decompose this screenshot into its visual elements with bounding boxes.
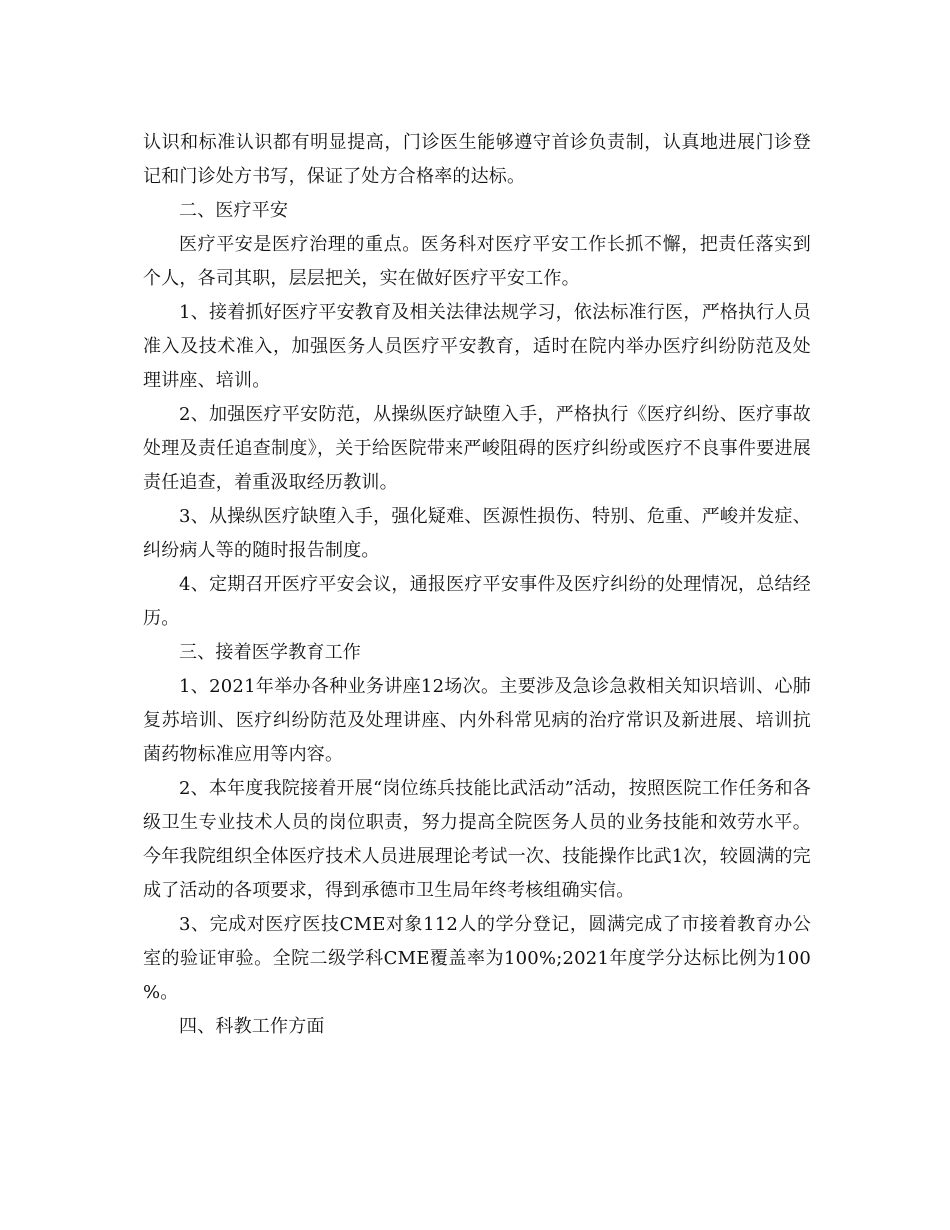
paragraph-safety-item-4: 4、定期召开医疗平安会议，通报医疗平安事件及医疗纠纷的处理情况，总结经历。 <box>143 574 811 629</box>
section-heading-medical-education: 三、接着医学教育工作 <box>179 642 361 663</box>
paragraph-medical-safety-intro: 医疗平安是医疗治理的重点。医务科对医疗平安工作长抓不懈，把责任落实到个人，各司其职，层层把关，实在做好医疗平安工作。 <box>143 234 811 289</box>
paragraph-education-item-1: 1、2021年举办各种业务讲座12场次。主要涉及急诊急救相关知识培训、心肺复苏培训、医疗纠纷防范及处理讲座、内外科常见病的治疗常识及新进展、培训抗菌药物标准应用等内容。 <box>143 676 811 765</box>
document-body <box>143 126 811 1044</box>
section-heading-research-teaching: 四、科教工作方面 <box>179 1016 325 1037</box>
paragraph-safety-item-2: 2、加强医疗平安防范，从操纵医疗缺堕入手，严格执行《医疗纠纷、医疗事故处理及责任追查制度》，关于给医院带来严峻阻碍的医疗纠纷或医疗不良事件要进展责任追查，着重汲取经历教训。 <box>143 404 811 493</box>
paragraph-safety-item-3: 3、从操纵医疗缺堕入手，强化疑难、医源性损伤、特别、危重、严峻并发症、纠纷病人等的随时报告制度。 <box>143 506 811 561</box>
paragraph-safety-item-1: 1、接着抓好医疗平安教育及相关法律法规学习，依法标准行医，严格执行人员准入及技术准入，加强医务人员医疗平安教育，适时在院内举办医疗纠纷防范及处理讲座、培训。 <box>143 302 811 391</box>
paragraph-education-item-2: 2、本年度我院接着开展“岗位练兵技能比武活动”活动，按照医院工作任务和各级卫生专业技术人员的岗位职责，努力提高全院医务人员的业务技能和效劳水平。今年我院组织全体医疗技术人员进展理论考试一次、技能操作比武1次，较圆满的完成了活动的各项要求，得到承德市卫生局年终考核组确实信。 <box>143 778 811 901</box>
paragraph-education-item-3: 3、完成对医疗医技CME对象112人的学分登记，圆满完成了市接着教育办公室的验证审验。全院二级学科CME覆盖率为100%;2021年度学分达标比例为100%。 <box>143 914 811 1003</box>
paragraph-continuation: 认识和标准认识都有明显提高，门诊医生能够遵守首诊负责制，认真地进展门诊登记和门诊处方书写，保证了处方合格率的达标。 <box>143 132 811 187</box>
section-heading-medical-safety: 二、医疗平安 <box>179 200 289 221</box>
